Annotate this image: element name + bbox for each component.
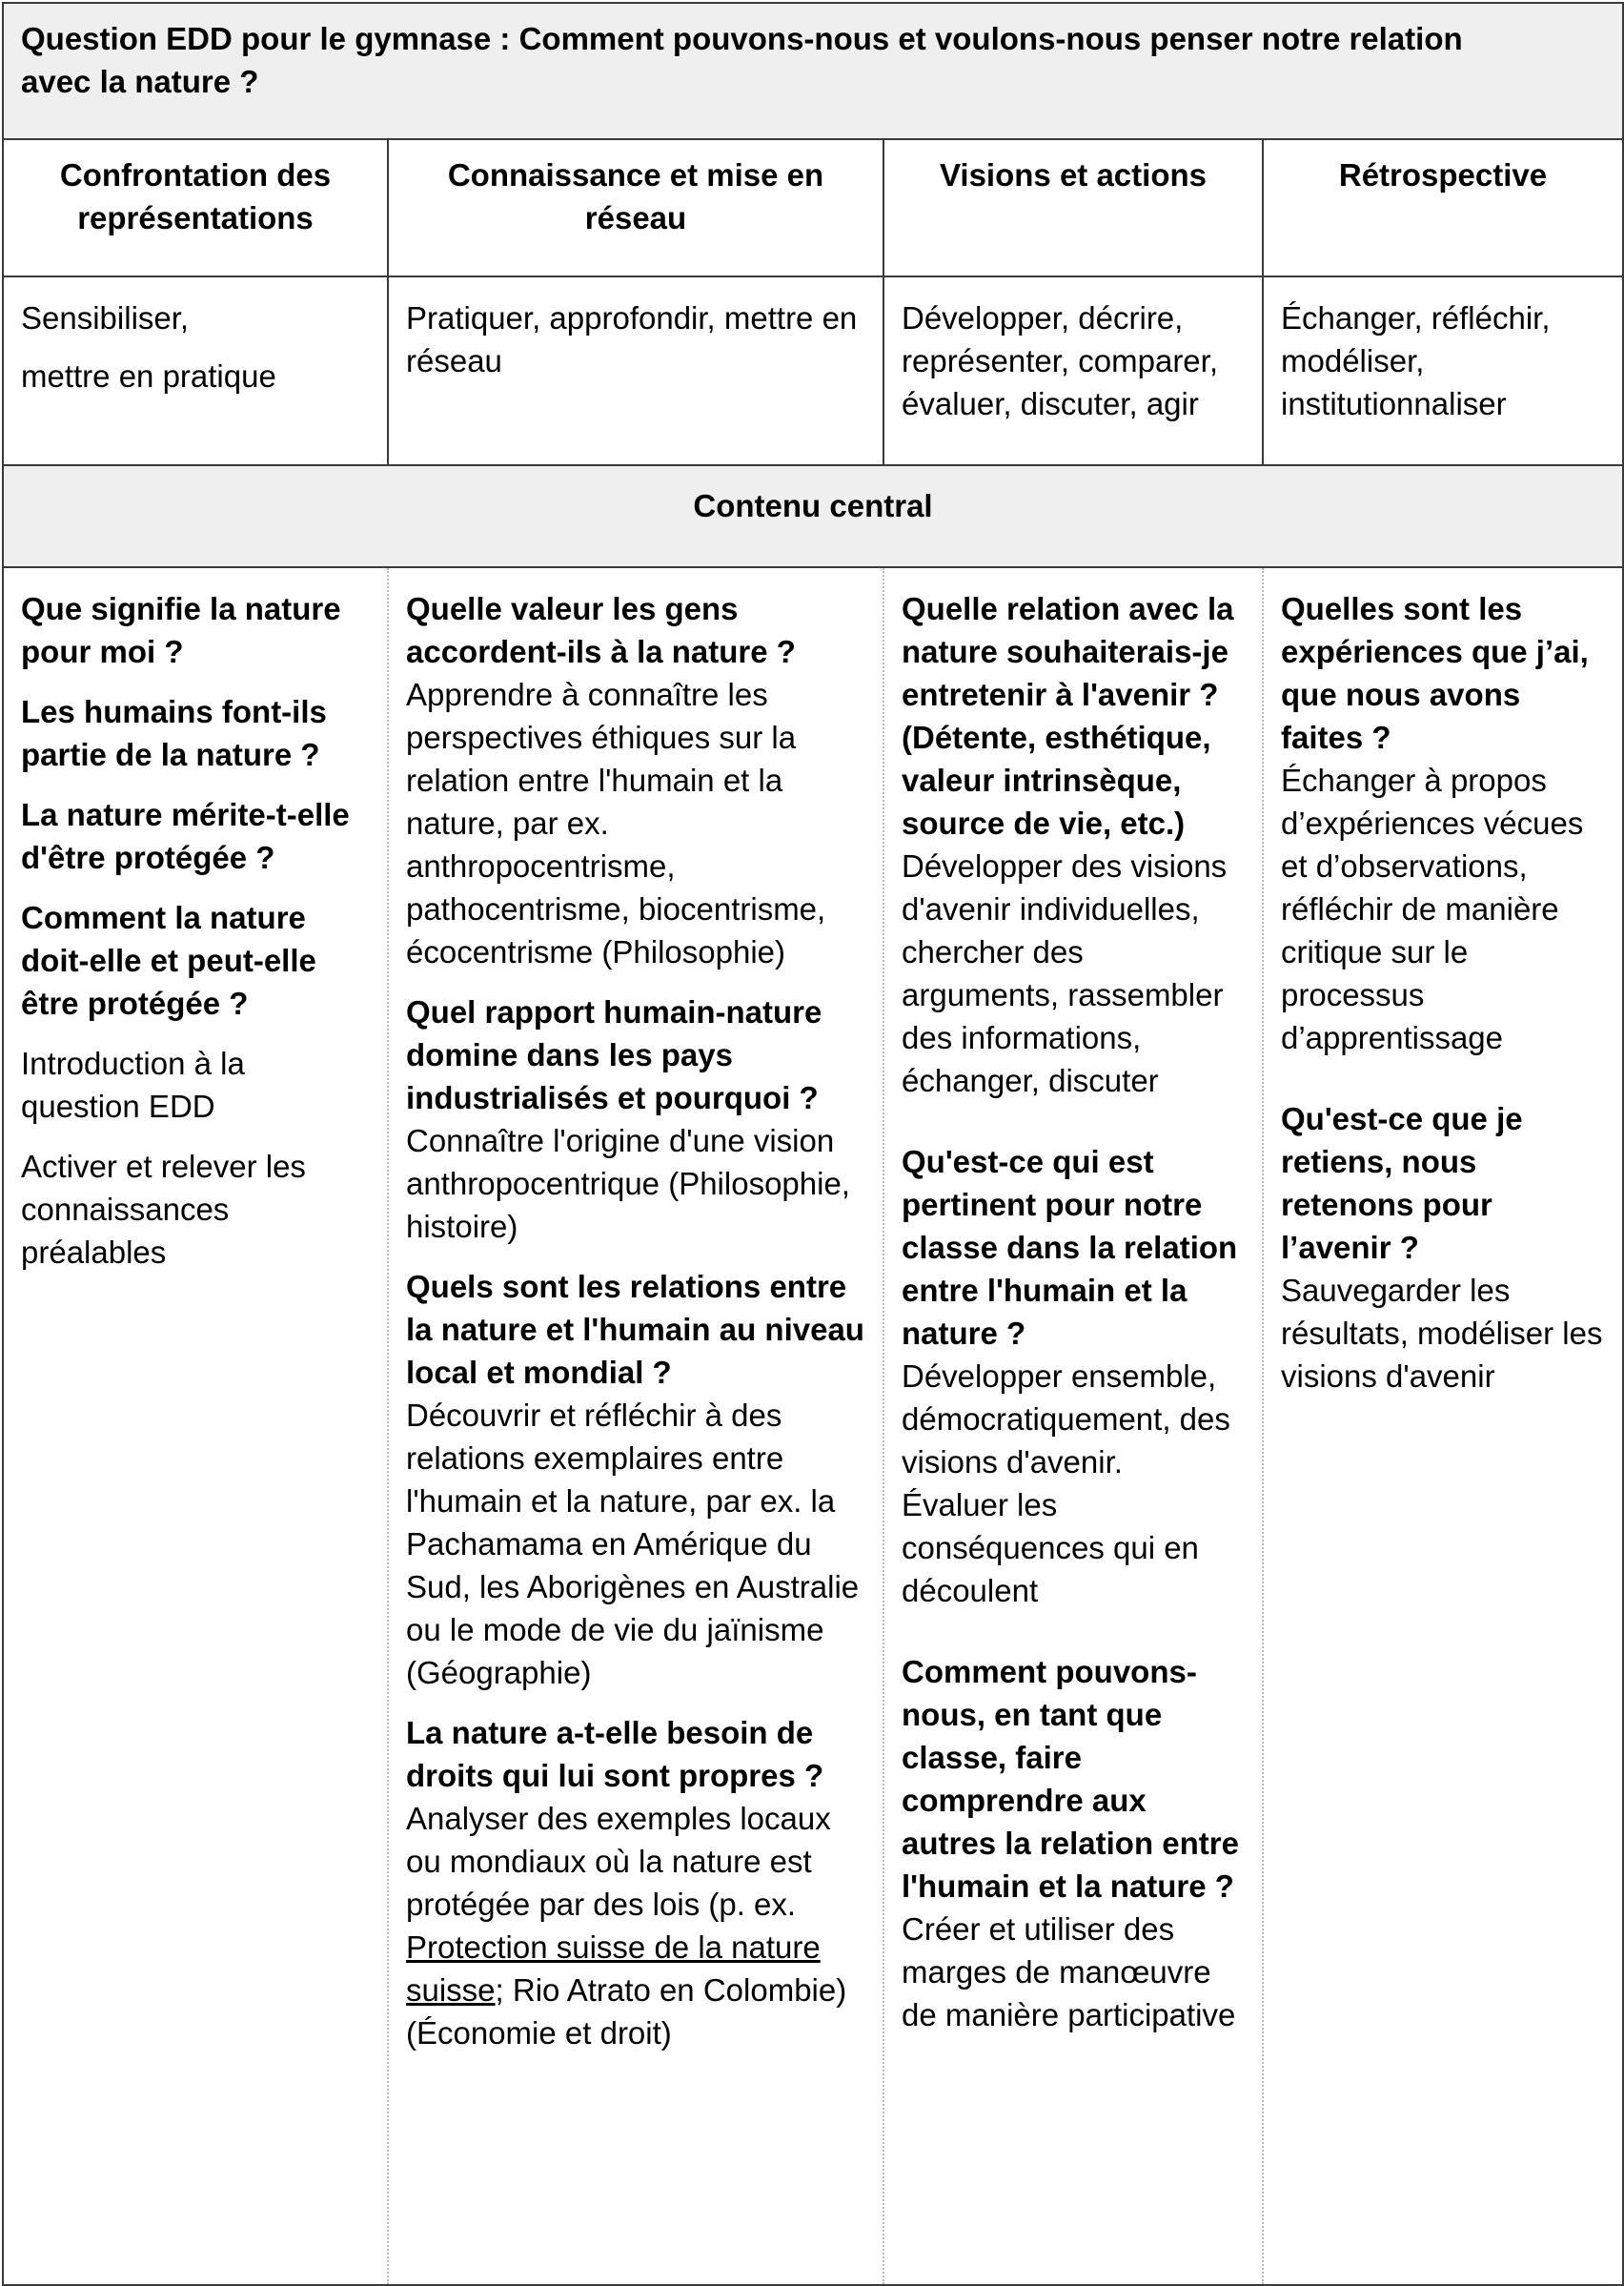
phase-heading-visions: Visions et actions xyxy=(883,139,1263,276)
guiding-question: Comment la nature doit-elle et peut-elle être protégée ? xyxy=(21,900,316,1021)
edd-table xyxy=(2,2,1624,2286)
protection-suisse-link[interactable]: Protection suisse de la nature suisse xyxy=(406,1929,821,2008)
phase-heading-confrontation: Confrontation des représentations xyxy=(3,139,388,276)
guiding-question: Quelle relation avec la nature souhaiterais-je entretenir à l'avenir ? (Détente, esthétique, valeur intrinsèque, source de vie, etc.) xyxy=(902,591,1234,841)
activity-text xyxy=(406,1797,865,2011)
activity-text: Échanger à propos d’expériences vécues et d’observations, réfléchir de manière critique sur le processus d’apprentissage xyxy=(1281,763,1584,1055)
activity-text-part: ; Rio Atrato en Colombie) xyxy=(495,1972,847,2008)
activity-text: Connaître l'origine d'une vision anthropocentrique (Philosophie, histoire) xyxy=(406,1123,850,1244)
content-column-confrontation xyxy=(3,567,388,2285)
guiding-question: Les humains font-ils partie de la nature ? xyxy=(21,694,327,772)
phase-verbs-line: mettre en pratique xyxy=(21,358,276,394)
phase-verbs-visions xyxy=(883,276,1263,465)
guiding-question: Quels sont les relations entre la nature et l'humain au niveau local et mondial ? xyxy=(406,1269,864,1390)
guiding-question: Comment pouvons-nous, en tant que classe, faire comprendre aux autres la relation entre l'humain et la nature ? xyxy=(902,1654,1239,1904)
central-content-heading: Contenu central xyxy=(3,465,1623,567)
guiding-question: Qu'est-ce que je retiens, nous retenons pour l’avenir ? xyxy=(1281,1101,1523,1265)
guiding-question: Quelles sont les expériences que j’ai, que nous avons faites ? xyxy=(1281,591,1589,755)
activity-text: Développer ensemble, démocratiquement, des visions d'avenir. xyxy=(902,1358,1230,1480)
guiding-question: La nature mérite-t-elle d'être protégée ? xyxy=(21,797,350,875)
content-column-retrospective xyxy=(1263,567,1623,2285)
activity-text-part: Analyser des exemples locaux ou mondiaux où la nature est protégée par des lois (p. ex. xyxy=(406,1801,831,1922)
phase-verbs-line: Pratiquer, approfondir, mettre en réseau xyxy=(406,300,858,378)
phase-verbs-line: Échanger, réfléchir, modéliser, institutionnaliser xyxy=(1281,300,1551,421)
content-column-connaissance xyxy=(388,567,883,2285)
activity-text: Activer et relever les connaissances préalables xyxy=(21,1149,306,1270)
guiding-question: Qu'est-ce qui est pertinent pour notre classe dans la relation entre l'humain et la nature ? xyxy=(902,1144,1238,1351)
phase-heading-retrospective: Rétrospective xyxy=(1263,139,1623,276)
activity-text: Apprendre à connaître les perspectives éthiques sur la relation entre l'humain et la nature, par ex. anthropocentrisme, pathocentrisme, biocentrisme, écocentrisme (Philosophie) xyxy=(406,677,826,970)
edd-question-header xyxy=(3,3,1623,139)
guiding-question: Que signifie la nature pour moi ? xyxy=(21,591,341,669)
phase-verbs-line: Développer, décrire, représenter, comparer, évaluer, discuter, agir xyxy=(902,300,1218,421)
activity-text: Sauvegarder les résultats, modéliser les visions d'avenir xyxy=(1281,1273,1603,1394)
activity-text: Introduction à la question EDD xyxy=(21,1046,245,1124)
phase-verbs-retrospective xyxy=(1263,276,1623,465)
phase-verbs-line: Sensibiliser, xyxy=(21,300,190,336)
activity-text: Découvrir et réfléchir à des relations exemplaires entre l'humain et la nature, par ex. la Pachamama en Amérique du Sud, les Aborigènes en Australie ou le mode de vie du jaïnisme (Géographie) xyxy=(406,1398,860,1690)
content-column-visions xyxy=(883,567,1263,2285)
edd-question-line-2: avec la nature ? xyxy=(21,64,259,99)
activity-text: Créer et utiliser des marges de manœuvre de manière participative xyxy=(902,1911,1236,2032)
activity-text: (Économie et droit) xyxy=(406,2015,672,2051)
activity-text: Développer des visions d'avenir individuelles, chercher des arguments, rassembler des informations, échanger, discuter xyxy=(902,848,1228,1098)
phase-verbs-connaissance xyxy=(388,276,883,465)
phase-verbs-confrontation xyxy=(3,276,388,465)
guiding-question: La nature a-t-elle besoin de droits qui lui sont propres ? xyxy=(406,1715,824,1793)
edd-question-line-1: Question EDD pour le gymnase : Comment pouvons-nous et voulons-nous penser notre relation xyxy=(21,21,1463,56)
guiding-question: Quel rapport humain-nature domine dans les pays industrialisés et pourquoi ? xyxy=(406,994,822,1115)
guiding-question: Quelle valeur les gens accordent-ils à la nature ? xyxy=(406,591,796,669)
activity-text: Évaluer les conséquences qui en découlent xyxy=(902,1487,1199,1608)
phase-heading-connaissance: Connaissance et mise en réseau xyxy=(388,139,883,276)
